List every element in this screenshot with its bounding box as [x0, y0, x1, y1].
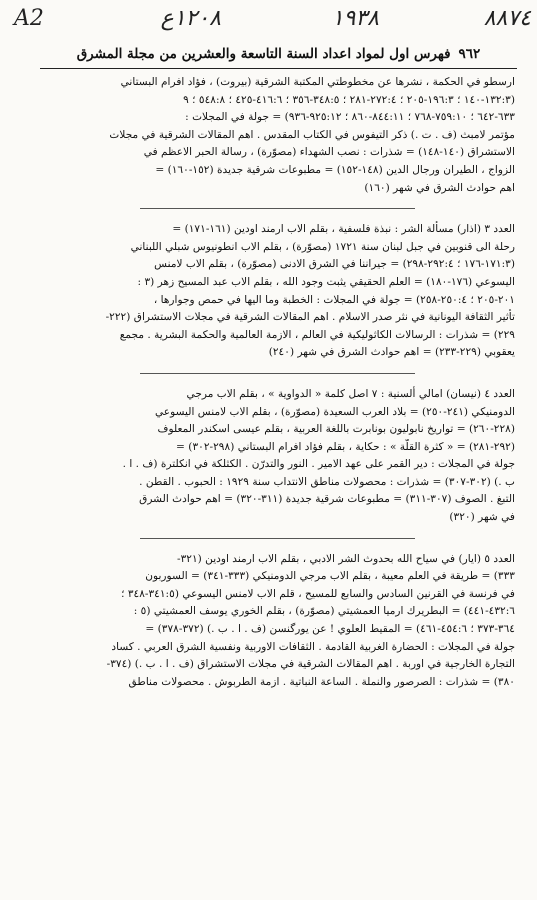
text-line: ٦٣٣-٦٤٢ ؛ ٧٥٩:١٠-٧٦٨ ؛ ٨٤٤:١١-٨٦٠ ؛ ٩٢٥:١٢-٩٣٦) = جولة في المجلات :	[185, 111, 515, 124]
text-line: (٢٢٨-٢٦٠) = تواريخ نابوليون بونابرت باللغة العربية ، بقلم عيسى اسكندر المعلوف	[157, 423, 515, 436]
text-line: التجارة الخارجية في اوربة . اهم المقالات الشرقية في مجلات الاستشراق (ف . ا . ب .) (٣٧٤-	[106, 658, 515, 671]
text-line: ارسطو في الحكمة ، نشرها عن مخطوطتي المكتبة الشرقية (بيروت) ، فؤاد افرام البستاني	[120, 76, 515, 88]
header-title: فهرس اول لمواد اعداد السنة التاسعة والعشرين من مجلة المشرق	[76, 46, 451, 62]
section-issue-5	[40, 551, 515, 692]
section-issue-4	[40, 386, 515, 527]
text-line: ب .) (٣٠٢-٣٠٧) = شذرات : محصولات مناطق الانتداب سنة ١٩٢٩ : الحبوب . القطن .	[139, 475, 515, 488]
text-line: (١٣٢:٣-١٤٠ ؛ ١٩٦:٣-٢٠٥ ؛ ٢٧٢:٤-٢٨١ ؛ ٣٤٨:٥-٣٥٦ ؛ ٤١٦:٦-٤٢٥ ؛ ٥٤٨:٨ ؛ ٩	[183, 93, 515, 106]
header-rule	[40, 68, 517, 69]
text-line: ٣٨٠) = شذرات : الصرصور والنملة . الساعة النباتية . ازمة الطربوش . محصولات مناطق	[128, 675, 515, 688]
text-line: في فرنسة في القرنين السادس والسابع للمسيح ، قلم الاب لامنس اليسوعي (٣٤١:٥-٣٤٨ ؛	[121, 587, 515, 600]
text-line: الدومنيكي (٢٤١-٢٥٠) = بلاد العرب السعيدة (مصوّرة) ، بقلم الاب لامنس اليسوعي	[154, 405, 515, 418]
text-line: ٣٣٣) = طريقة في العلم معيبة ، بقلم الاب مرجي الدومنيكي (٣٣٣-٣٤١) = السوربون	[145, 570, 515, 583]
text-line: في شهر (٣٢٠)	[449, 511, 515, 524]
text-line: رحلة الى قنوبين في جبل لبنان سنة ١٧٢١ (مصوّرة) ، بقلم الاب انطونيوس شبلي اللبناني	[130, 240, 515, 253]
text-line: العدد ٥ (ايار) في سياح الله بحدوث الشر الادبي ، بقلم الاب ارمند اودين (٣٢١-	[176, 552, 515, 565]
handwritten-number-right: ٨٨٧٤	[483, 6, 531, 31]
text-line: ٢٠١-٢٠٥ ؛ ٢٥٠:٤-٢٥٨) = جولة في المجلات : الخطبة وما اليها في حمص وجوارها ،	[153, 293, 515, 306]
text-line: ٤٣٢:٦-٤٤١) = البطريرك ارميا العمشيتي (مصوّرة) ، بقلم الخوري يوسف العمشيتي (٥ :	[133, 605, 515, 618]
page-number: ٩٦٢	[458, 46, 481, 62]
text-line: ٢٢٩) = شذرات : الرسالات الكاثوليكية في العالم ، الازمة العالمية والحكمة البشرية . مجمع	[119, 328, 515, 341]
text-line: ٣٦٤-٣٧٣ ؛ ٤٥٤:٦-٤٦١) = المقيط العلوي ! عن يورگنسن (ف . ا . ب .) (٣٧٢-٣٧٨) =	[145, 623, 515, 636]
text-line: العدد ٣ (اذار) مسألة الشر : نبذة فلسفية ، بقلم الاب ارمند اودين (١٦١-١٧١) =	[172, 223, 515, 236]
text-line: (١٧١:٣-١٧٦ ؛ ٢٩٢:٤-٢٩٨) = جيراننا في الشرق الادنى (مصوّرة) ، بقلم الاب لامنس	[154, 258, 515, 271]
section-divider	[40, 366, 515, 380]
text-line: يعقوبي (٢٢٩-٢٣٣) = اهم حوادث الشرق في شهر (٢٤٠)	[268, 346, 515, 359]
text-line: جولة في المجلات : الحضارة الغربية القادمة . الثقافات الاوربية ونفسية الشرق العربي . كساد	[111, 640, 515, 653]
text-line: مؤتمر لامبث (ف . ت .) ذكر التيفوس في الكتاب المقدس . اهم المقالات الشرقية في مجلات	[109, 128, 515, 141]
section-divider	[40, 531, 515, 545]
section-continuation	[40, 74, 515, 197]
handwritten-mark-left: A2	[14, 6, 44, 31]
handwritten-code: ١٢٠٨ع	[160, 6, 221, 31]
text-line: تأثير الثقافة اليونانية في نثر صدر الاسلام . اهم المقالات الشرقية في مجلات الاستشراق (٢٢٢-	[105, 311, 515, 324]
text-line: اهم حوادث الشرق في شهر (١٦٠)	[364, 181, 515, 194]
index-body	[40, 74, 515, 691]
text-line: الزواج ، الطيران ورجال الدين (١٤٨-١٥٢) = مطبوعات شرقية جديدة (١٥٢-١٦٠) =	[155, 163, 515, 176]
text-line: العدد ٤ (نيسان) امالي ألسنية : ٧ اصل كلمة « الدواوية » ، بقلم الاب مرجي	[186, 387, 515, 400]
text-line: الاستشراق (١٤٠-١٤٨) = شذرات : نصب الشهداء (مصوّرة) ، رسالة الحبر الاعظم في	[143, 146, 515, 159]
text-line: (٢٩٢-٢٨١) = « كثرة القلّة » : حكاية ، بقلم فؤاد افرام البستاني (٢٩٨-٣٠٢) =	[176, 440, 515, 453]
text-line: التبغ . الصوف (٣٠٧-٣١١) = مطبوعات شرقية جديدة (٣١١-٣٢٠) = اهم حوادث الشرق	[139, 493, 515, 506]
section-divider	[40, 201, 515, 215]
text-line: اليسوعي (١٧٦-١٨٠) = العلم الحقيقي يثبت وجود الله ، بقلم الاب عبد المسيح زهر (٣ :	[137, 275, 515, 288]
text-line: جولة في المجلات : دير القمر على عهد الامير . النور والتدرّن . الكثلكة في انكلترة (ف . ا .	[122, 458, 515, 471]
handwritten-year: ١٩٣٨	[331, 6, 379, 31]
running-header	[40, 46, 517, 66]
section-issue-3	[40, 221, 515, 362]
